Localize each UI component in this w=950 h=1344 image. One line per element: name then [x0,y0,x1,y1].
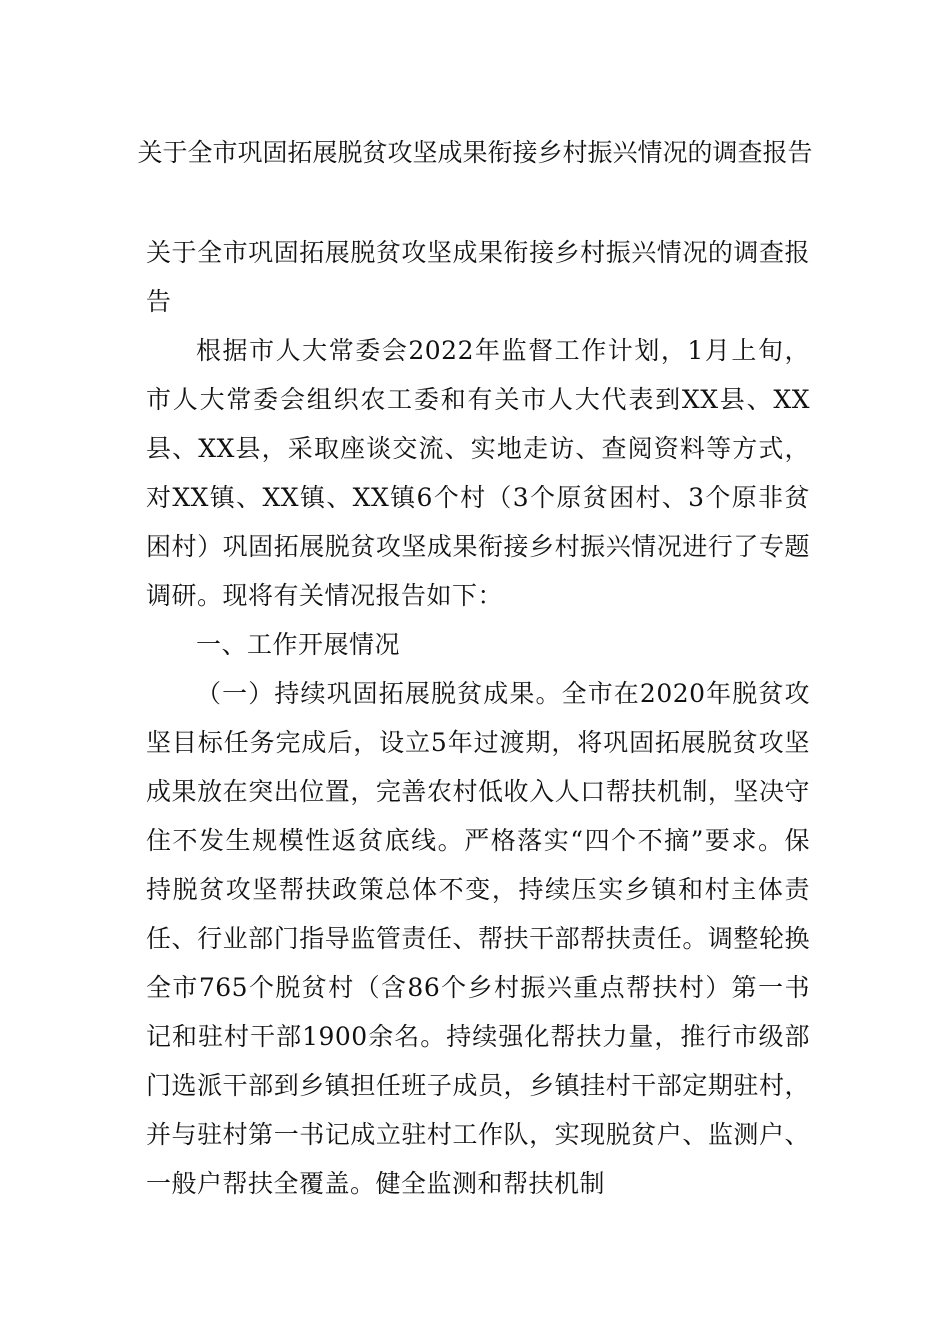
document-title: 关于全市巩固拓展脱贫攻坚成果衔接乡村振兴情况的调查报告 [137,138,813,167]
intro-paragraph: 根据市人大常委会2022年监督工作计划，1月上旬，市人大常委会组织农工委和有关市人大代表到XX县、XX县、XX县，采取座谈交流、实地走访、查阅资料等方式，对XX镇、XX镇、XX镇6个村（3个原贫困村、3个原非贫困村）巩固拓展脱贫攻坚成果衔接乡村振兴情况进行了专题调研。现将有关情况报告如下： [146,336,810,610]
section-one-paragraph: （一）持续巩固拓展脱贫成果。全市在2020年脱贫攻坚目标任务完成后，设立5年过渡期，将巩固拓展脱贫攻坚成果放在突出位置，完善农村低收入人口帮扶机制，坚决守住不发生规模性返贫底线。严格落实“四个不摘”要求。保持脱贫攻坚帮扶政策总体不变，持续压实乡镇和村主体责任、行业部门指导监管责任、帮扶干部帮扶责任。调整轮换全市765个脱贫村（含86个乡村振兴重点帮扶村）第一书记和驻村干部1900余名。持续强化帮扶力量，推行市级部门选派干部到乡镇担任班子成员，乡镇挂村干部定期驻村，并与驻村第一书记成立驻村工作队，实现脱贫户、监测户、一般户帮扶全覆盖。健全监测和帮扶机制 [146,679,810,1198]
document-body [146,228,810,1208]
repeated-title: 关于全市巩固拓展脱贫攻坚成果衔接乡村振兴情况的调查报告 [146,238,810,316]
section-one-heading: 一、工作开展情况 [196,630,401,659]
